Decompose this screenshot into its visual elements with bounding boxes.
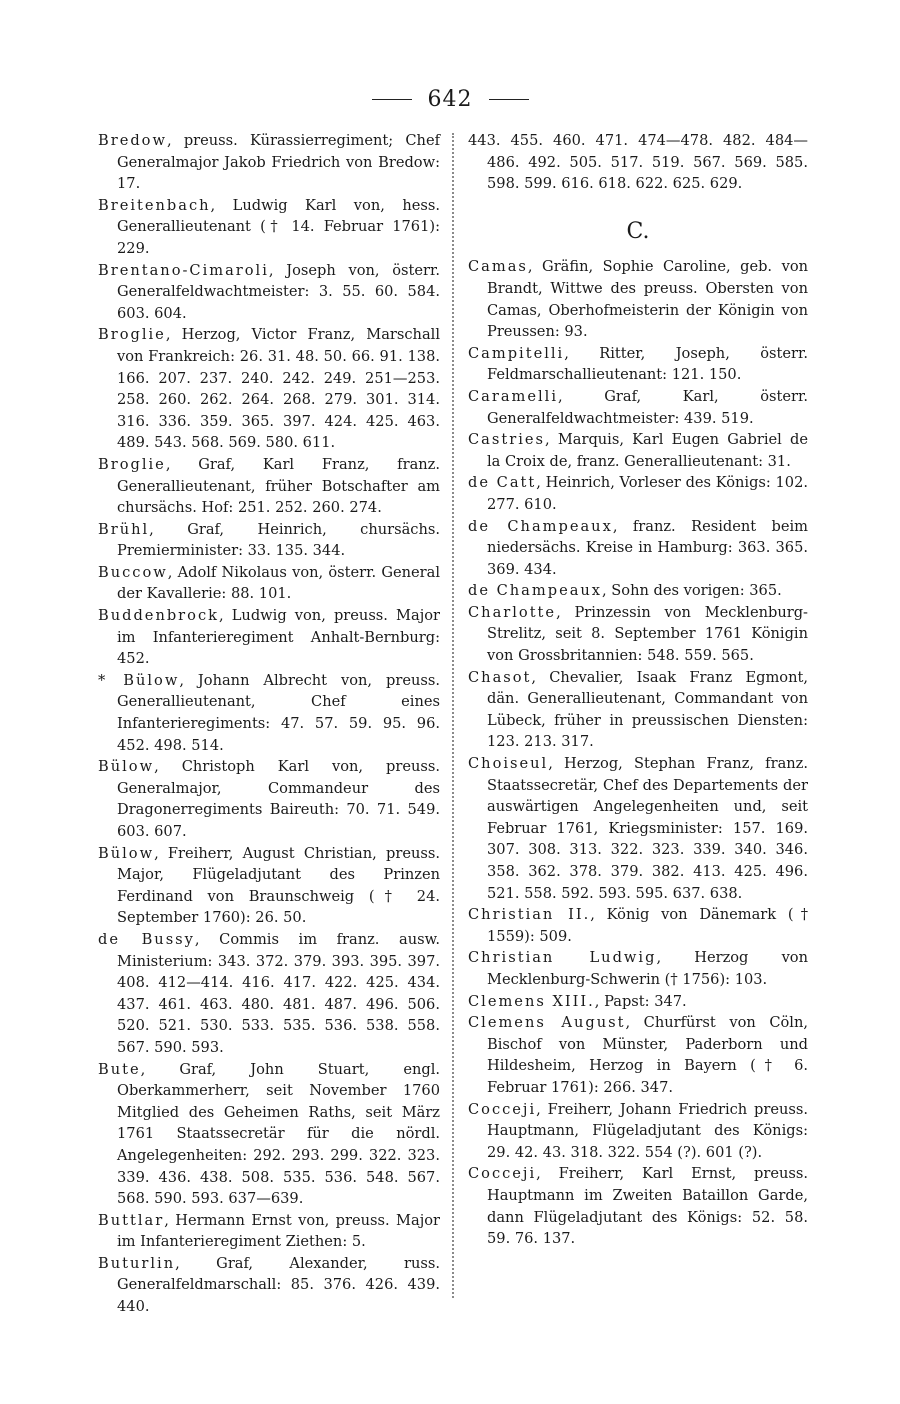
index-entry bbox=[468, 472, 808, 515]
entry-text: , franz. Resident beim niedersächs. Kreise in Hamburg: 363. 365. 369. 434. bbox=[487, 517, 809, 578]
entry-text: , Adolf Nikolaus von, österr. General der Kavallerie: 88. 101. bbox=[117, 563, 440, 603]
entry-text: , Hermann Ernst von, preuss. Major im Infanterieregiment Ziethen: 5. bbox=[117, 1211, 440, 1251]
index-entry bbox=[468, 753, 808, 904]
index-entry bbox=[468, 386, 808, 429]
index-entry bbox=[468, 1099, 808, 1164]
entry-name: Brentano-Cimaroli bbox=[98, 261, 269, 279]
header-rule-right bbox=[489, 99, 529, 100]
entry-name: Christian Ludwig bbox=[468, 949, 657, 967]
entry-name: Buturlin bbox=[98, 1254, 176, 1272]
entry-text: , Christoph Karl von, preuss. Generalmajor, Commandeur des Dragonerregiments Baireuth: 70. 71. 549. 603. 607. bbox=[117, 758, 440, 840]
index-entry bbox=[98, 260, 440, 325]
index-entry bbox=[98, 195, 440, 260]
entry-text: , Sohn des vorigen: 365. bbox=[602, 582, 782, 600]
index-entry bbox=[98, 1253, 440, 1318]
entry-name: Caramelli bbox=[468, 387, 559, 405]
entry-text: , preuss. Kürassierregiment; Chef Generalmajor Jakob Friedrich von Bredow: 17. bbox=[117, 132, 440, 193]
entry-name: Bute bbox=[98, 1060, 141, 1078]
entry-text: , Graf, Heinrich, chursächs. Premierminister: 33. 135. 344. bbox=[117, 520, 440, 560]
entry-text: , Chevalier, Isaak Franz Egmont, dän. Generallieutenant, Commandant von Lübeck, früher in preussischen Diensten: 123. 213. 317. bbox=[487, 668, 808, 751]
index-entry bbox=[468, 1163, 808, 1249]
entry-text: , Ludwig von, preuss. Major im Infanterieregiment Anhalt-Bernburg: 452. bbox=[117, 607, 440, 668]
entry-text: , Johann Albrecht von, preuss. Generallieutenant, Chef eines Infanterieregiments: 47. 57. 59. 95. 96. 452. 498. 514. bbox=[117, 671, 440, 754]
entry-name: Brühl bbox=[98, 520, 150, 538]
index-entry bbox=[468, 602, 808, 667]
right-entries bbox=[468, 256, 808, 1249]
index-entry bbox=[468, 429, 808, 472]
index-entry bbox=[468, 667, 808, 753]
entry-text: , Papst: 347. bbox=[594, 992, 687, 1010]
index-entry bbox=[98, 324, 440, 454]
index-entry bbox=[98, 454, 440, 519]
entry-name: Buccow bbox=[98, 563, 168, 581]
entry-text: , Marquis, Karl Eugen Gabriel de la Croix de, franz. Generallieutenant: 31. bbox=[487, 431, 808, 470]
entry-text: , König von Dänemark († 1559): 509. bbox=[487, 906, 808, 945]
continuation-text: 443. 455. 460. 471. 474—478. 482. 484—486. 492. 505. 517. 519. 567. 569. 585. 598. 599. 616. 618. 622. 625. 629. bbox=[468, 132, 808, 193]
index-entry bbox=[98, 1059, 440, 1210]
index-entry bbox=[468, 991, 808, 1013]
entry-name: Cocceji bbox=[468, 1100, 537, 1118]
index-entry bbox=[98, 756, 440, 842]
entry-name: de Bussy bbox=[98, 930, 195, 948]
index-entry bbox=[468, 516, 808, 581]
entry-name: de Champeaux bbox=[468, 517, 613, 535]
entry-name: Buttlar bbox=[98, 1211, 165, 1229]
entry-name: Christian II. bbox=[468, 906, 591, 924]
entry-name: Breitenbach bbox=[98, 196, 211, 214]
entry-text: , Freiherr, August Christian, preuss. Major, Flügeladjutant des Prinzen Ferdinand von Braunschweig († 24. September 1760): 26. 50. bbox=[117, 844, 440, 927]
index-entry bbox=[98, 130, 440, 195]
entry-name: Broglie bbox=[98, 455, 166, 473]
index-entry bbox=[98, 519, 440, 562]
left-column bbox=[98, 130, 440, 1318]
index-entry bbox=[98, 605, 440, 670]
index-entry bbox=[468, 1012, 808, 1098]
right-column bbox=[468, 130, 808, 1250]
index-entry bbox=[98, 1210, 440, 1253]
entry-name: Bülow bbox=[98, 844, 155, 862]
entry-name: Campitelli bbox=[468, 344, 565, 362]
entry-name: * Bülow bbox=[98, 671, 180, 689]
entry-name: Camas bbox=[468, 258, 528, 276]
entry-name: Chasot bbox=[468, 668, 532, 686]
entry-name: Bülow bbox=[98, 758, 155, 776]
entry-name: Clemens XIII. bbox=[468, 992, 595, 1010]
page-number: 642 bbox=[427, 86, 473, 112]
index-entry bbox=[468, 904, 808, 947]
entry-text: , Herzog, Stephan Franz, franz. Staatssecretär, Chef des Departements der auswärtigen Angelegenheiten und, seit Februar 1761, Kriegsminister: 157. 169. 307. 308. 313. 322. 323. 339. 340. 346. 358. 362. 378. 379. 382. 413. 425. 496. 521. 558. 592. 593. 595. 637. 638. bbox=[487, 755, 808, 902]
entry-name: Broglie bbox=[98, 326, 166, 344]
index-entry bbox=[468, 343, 808, 386]
entry-text: , Prinzessin von Mecklenburg-Strelitz, seit 8. September 1761 Königin von Grossbritannien: 548. 559. 565. bbox=[487, 603, 808, 665]
entry-name: Buddenbrock bbox=[98, 607, 219, 625]
entry-text: , Freiherr, Johann Friedrich preuss. Hauptmann, Flügeladjutant des Königs: 29. 42. 43. 318. 322. 554 (?). 601 (?). bbox=[487, 1100, 808, 1161]
entry-name: Clemens August bbox=[468, 1014, 626, 1032]
entry-name: Castries bbox=[468, 431, 545, 449]
page-header bbox=[0, 84, 900, 114]
entry-text: , Freiherr, Karl Ernst, preuss. Hauptmann im Zweiten Bataillon Garde, dann Flügeladjutant des Königs: 52. 58. 59. 76. 137. bbox=[487, 1165, 808, 1248]
index-entry bbox=[468, 947, 808, 990]
entry-text: , Herzog, Victor Franz, Marschall von Frankreich: 26. 31. 48. 50. 66. 91. 138. 166. 207. 237. 240. 242. 249. 251—253. 258. 260. 262. 264. 268. 279. 301. 314. 316. 336. 359. 365. 397. 424. 425. 463. 489. 543. 568. 569. 580. 611. bbox=[117, 326, 440, 452]
index-entry bbox=[98, 929, 440, 1059]
index-entry bbox=[468, 580, 808, 602]
section-letter: C. bbox=[626, 218, 650, 244]
entry-name: Charlotte bbox=[468, 603, 557, 621]
index-entry bbox=[98, 670, 440, 756]
entry-name: de Catt bbox=[468, 474, 537, 492]
index-entry bbox=[98, 562, 440, 605]
entry-text: , Ritter, Joseph, österr. Feldmarschallieutenant: 121. 150. bbox=[487, 344, 808, 384]
entry-text: , Ludwig Karl von, hess. Generallieutenant († 14. Februar 1761): 229. bbox=[117, 196, 440, 257]
header-rule-left bbox=[372, 99, 412, 100]
entry-text: , Commis im franz. ausw. Ministerium: 343. 372. 379. 393. 395. 397. 408. 412—414. 416. 417. 422. 425. 434. 437. 461. 463. 480. 481. 487. 496. 506. 520. 521. 530. 533. 535. 536. 538. 558. 567. 590. 593. bbox=[117, 930, 441, 1056]
index-entry bbox=[98, 843, 440, 929]
entry-name: Bredow bbox=[98, 132, 167, 149]
entry-name: Cocceji bbox=[468, 1165, 537, 1183]
entry-text: , Graf, Karl, österr. Generalfeldwachtmeister: 439. 519. bbox=[487, 387, 808, 427]
entry-text: , Churfürst von Cöln, Bischof von Münster, Paderborn und Hildesheim, Herzog in Bayern († 6. Februar 1761): 266. 347. bbox=[487, 1014, 808, 1096]
entry-name: Choiseul bbox=[468, 755, 549, 773]
entry-text: , Joseph von, österr. Generalfeldwachtmeister: 3. 55. 60. 584. 603. 604. bbox=[117, 261, 440, 322]
column-divider bbox=[452, 133, 454, 1298]
entry-text: , Herzog von Mecklenburg-Schwerin († 1756): 103. bbox=[487, 949, 808, 988]
entry-text: , Graf, Alexander, russ. Generalfeldmarschall: 85. 376. 426. 439. 440. bbox=[117, 1254, 440, 1316]
index-entry bbox=[468, 256, 808, 342]
entry-text: , Graf, Karl Franz, franz. Generallieutenant, früher Botschafter am chursächs. Hof: 251. 252. 260. 274. bbox=[117, 455, 440, 517]
entry-name: de Champeaux bbox=[468, 582, 603, 600]
entry-text: , Heinrich, Vorleser des Königs: 102. 277. 610. bbox=[487, 474, 808, 513]
entry-text: , Gräfin, Sophie Caroline, geb. von Brandt, Wittwe des preuss. Obersten von Camas, Oberhofmeisterin der Königin von Preussen: 93. bbox=[487, 258, 808, 341]
entry-text: , Graf, John Stuart, engl. Oberkammerherr, seit November 1760 Mitglied des Geheimen Raths, seit März 1761 Staatssecretär für die nördl. Angelegenheiten: 292. 293. 299. 322. 323. 339. 436. 438. 508. 535. 536. 548. 567. 568. 590. 593. 637—639. bbox=[117, 1060, 440, 1208]
